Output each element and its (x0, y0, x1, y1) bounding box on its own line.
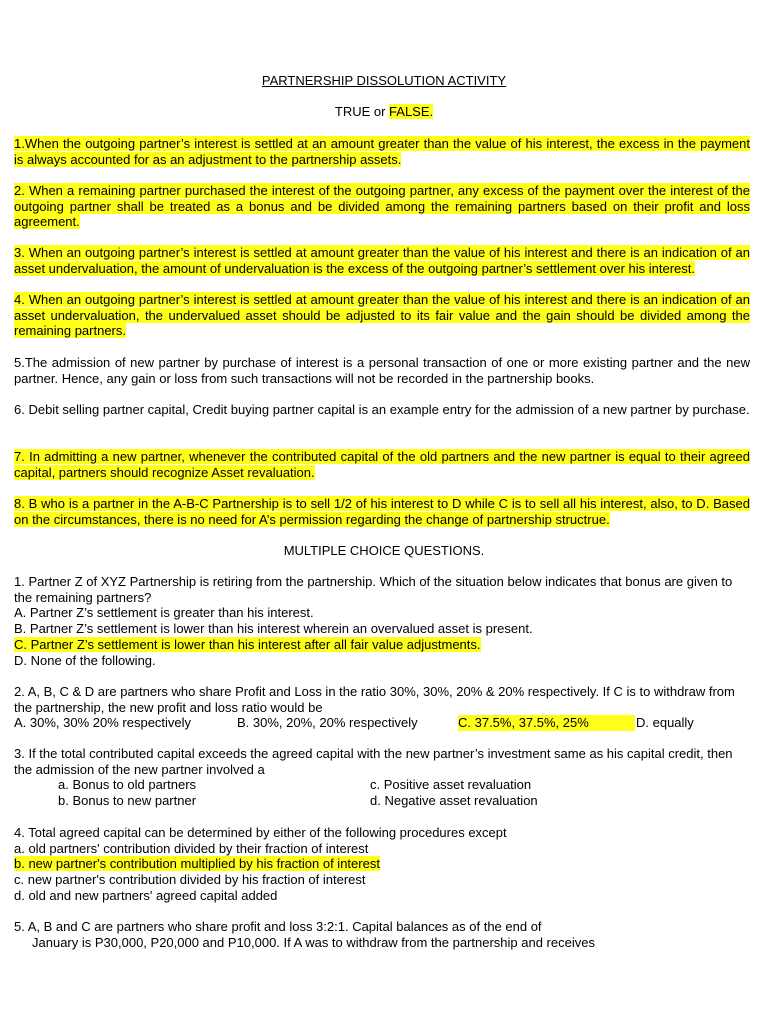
page-title (0, 73, 768, 89)
tf-item-4 (14, 292, 750, 339)
mc-heading (0, 543, 768, 559)
mc-question-2 (14, 684, 750, 731)
tf-item-text: 2. When a remaining partner purchased the interest of the outgoing partner, any excess of the payment over the interest of the outgoing partner shall be treated as a bonus and be divided among the remaining partners based on their profit and loss agreement. (14, 183, 750, 230)
option-d: D. None of the following. (14, 652, 156, 668)
tf-heading (0, 104, 768, 120)
tf-item-7 (14, 449, 750, 480)
title-text: PARTNERSHIP DISSOLUTION ACTIVITY (261, 73, 507, 88)
mc-question-1 (14, 574, 750, 668)
option-a: a. Bonus to old partners (58, 777, 197, 793)
question-stem: 1. Partner Z of XYZ Partnership is retiring from the partnership. Which of the situation below indicates that bonus are given to the remaining partners? (14, 574, 733, 605)
option-a: a. old partners' contribution divided by their fraction of interest (14, 840, 369, 856)
tf-item-3 (14, 245, 750, 276)
option-a: A. Partner Z’s settlement is greater than his interest. (14, 605, 314, 621)
tf-item-text: 8. B who is a partner in the A-B-C Partnership is to sell 1/2 of his interest to D while C is to sell all his interest, also, to D. Based on the circumstances, there is no need for A’s permission regarding the change of partnership structrue. (14, 496, 750, 527)
tf-item-text: 6. Debit selling partner capital, Credit buying partner capital is an example entry for the admission of a new partner by purchase. (14, 402, 750, 417)
option-d: d. Negative asset revaluation (370, 793, 538, 809)
mc-question-4 (14, 825, 750, 904)
tf-heading-answer: FALSE. (389, 104, 434, 119)
option-b: b. Bonus to new partner (58, 793, 197, 809)
question-stem-line-1: 5. A, B and C are partners who share profit and loss 3:2:1. Capital balances as of the end of (14, 919, 542, 934)
option-c-answer: C. 37.5%, 37.5%, 25% (458, 715, 635, 731)
tf-item-text: 4. When an outgoing partner’s interest is settled at amount greater than the value of his interest and there is an indication of an asset undervaluation, the undervalued asset should be adjusted to its fair value and the gain should be divided among the remaining partners. (14, 292, 750, 339)
mc-heading-text: MULTIPLE CHOICE QUESTIONS. (283, 543, 485, 558)
option-c-answer: C. Partner Z’s settlement is lower than his interest after all fair value adjustments. (14, 636, 481, 652)
mc-question-3 (14, 746, 750, 809)
options-row-2 (14, 793, 750, 809)
tf-item-1 (14, 136, 750, 167)
mc-question-5 (14, 919, 750, 950)
tf-item-6 (14, 402, 750, 418)
tf-heading-prefix: TRUE or (334, 104, 390, 119)
options-row-1 (14, 777, 750, 793)
tf-item-8 (14, 496, 750, 527)
tf-item-2 (14, 183, 750, 230)
question-stem: 2. A, B, C & D are partners who share Profit and Loss in the ratio 30%, 30%, 20% & 20% respectively. If C is to withdraw from the partnership, the new profit and loss ratio would be (14, 684, 735, 715)
option-b: B. Partner Z’s settlement is lower than his interest wherein an overvalued asset is present. (14, 621, 533, 637)
tf-item-5 (14, 355, 750, 386)
options-row (14, 715, 750, 731)
tf-item-text: 7. In admitting a new partner, whenever the contributed capital of the old partners and the new partner is equal to their agreed capital, partners should recognize Asset revaluation. (14, 449, 750, 480)
tf-item-text: 3. When an outgoing partner’s interest is settled at amount greater than the value of his interest and there is an indication of an asset undervaluation, the amount of undervaluation is the excess of the outgoing partner’s settlement over his interest. (14, 245, 750, 276)
option-c: c. Positive asset revaluation (370, 777, 532, 793)
question-stem-line-2: January is P30,000, P20,000 and P10,000. If A was to withdraw from the partnership and receives (32, 934, 595, 950)
option-d: D. equally (636, 715, 694, 731)
option-d: d. old and new partners' agreed capital added (14, 887, 278, 903)
option-a: A. 30%, 30% 20% respectively (14, 715, 192, 731)
option-c: c. new partner's contribution divided by his fraction of interest (14, 872, 366, 888)
tf-item-text: 1.When the outgoing partner’s interest is settled at an amount greater than the value of his interest, the excess in the payment is always accounted for as an adjustment to the partnership assets. (14, 136, 750, 167)
question-stem: 3. If the total contributed capital exceeds the agreed capital with the new partner’s investment same as his capital credit, then the admission of the new partner involved a (14, 746, 733, 777)
option-b: B. 30%, 20%, 20% respectively (237, 715, 418, 731)
question-stem: 4. Total agreed capital can be determined by either of the following procedures except (14, 825, 507, 840)
option-b-answer: b. new partner's contribution multiplied by his fraction of interest (14, 856, 380, 872)
tf-item-text: 5.The admission of new partner by purchase of interest is a personal transaction of one or more existing partner and the new partner. Hence, any gain or loss from such transactions will not be recorded in the partnership books. (14, 355, 750, 386)
